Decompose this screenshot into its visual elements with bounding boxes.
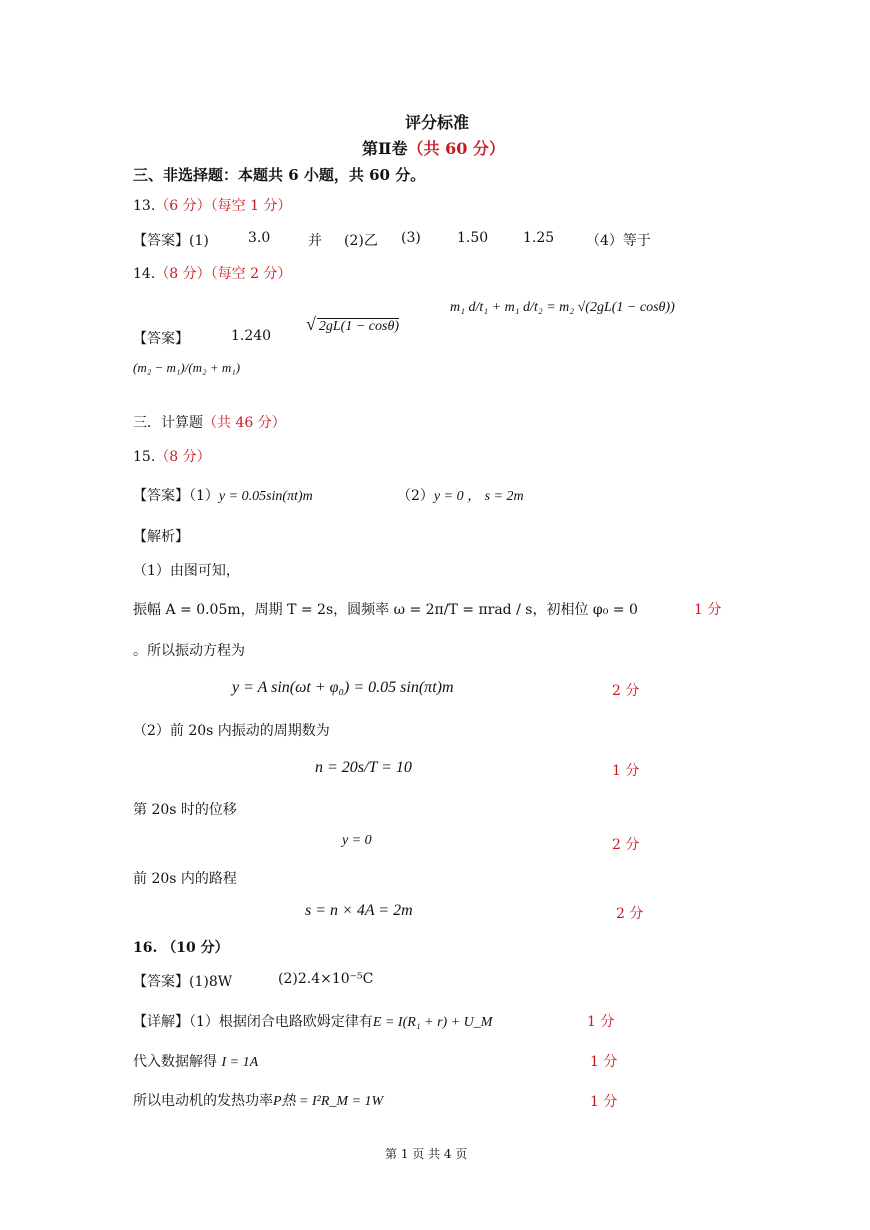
q14-answer-1: 1.240: [231, 328, 272, 344]
q16-line-3-text: 所以电动机的发热功率: [133, 1093, 273, 1109]
q16-line-3-equation: P热 = I²R_M = 1W: [273, 1094, 384, 1109]
q15-step-1: （1）由图可知，: [133, 563, 240, 579]
q16-line-2: [133, 1051, 258, 1071]
page-title: 评分标准: [405, 113, 470, 132]
section-name: 第Ⅱ卷: [362, 139, 408, 158]
q16-score-2: 1 分: [590, 1054, 618, 1070]
q15-equation-4: s = n × 4A = 2m: [305, 902, 413, 919]
q14-heading: [133, 263, 291, 283]
q15-path-label: 前 20s 内的路程: [133, 871, 237, 887]
q16-line-2-equation: I = 1A: [221, 1055, 259, 1070]
q13-answer-3: (2)乙: [344, 233, 378, 249]
q15-heading: [133, 446, 211, 466]
q15-score-3: 1 分: [612, 763, 640, 779]
q16-score-1: 1 分: [587, 1014, 615, 1030]
q15-answer-label: 【答案】（1）: [133, 488, 219, 504]
q13-points: （6 分）（每空 1 分）: [155, 198, 292, 214]
calc-heading-points: （共 46 分）: [203, 415, 286, 431]
q16-answer-2: (2)2.4×10⁻⁵C: [278, 971, 374, 987]
q15-equation-3: y = 0: [342, 833, 372, 848]
q15-displacement-label: 第 20s 时的位移: [133, 802, 237, 818]
q15-step-2: （2）前 20s 内振动的周期数为: [133, 723, 330, 739]
q15-score-1: 1 分: [694, 602, 722, 618]
q16-heading: 16. （10 分）: [133, 940, 229, 956]
q15-so-line: 。所以振动方程为: [133, 643, 245, 659]
q16-detail-label: 【详解】（1）根据闭合电路欧姆定律有: [133, 1014, 373, 1030]
part3-heading: 三、非选择题：本题共 6 小题，共 60 分。: [133, 166, 426, 184]
q13-answer-1: 3.0: [248, 230, 271, 246]
q13-answer-7: （4）等于: [586, 233, 651, 249]
q15-score-2: 2 分: [612, 683, 640, 699]
q16-answer: 【答案】(1)8W: [133, 974, 233, 990]
q13-answer-2: 并: [308, 233, 322, 249]
q14-points: （8 分）（每空 2 分）: [155, 266, 292, 282]
q15-answer-line: [133, 485, 313, 505]
q16-score-3: 1 分: [590, 1094, 618, 1110]
q15-score-4: 2 分: [612, 837, 640, 853]
q15-answer-1: y = 0.05sin(πt)m: [218, 489, 313, 504]
q15-answer-2-label: （2）: [397, 488, 434, 504]
q15-answer-2: y = 0 ， s = 2m: [433, 489, 524, 504]
q15-answer-2-line: [397, 485, 524, 505]
q16-detail-equation: E = I(R₁ + r) + U_M: [372, 1015, 493, 1030]
q13-heading: [133, 195, 291, 215]
q15-equation-1: y = A sin(ωt + φ₀) = 0.05 sin(πt)m: [232, 679, 454, 696]
section-points: （共 60 分）: [407, 139, 505, 158]
q15-points: （8 分）: [155, 449, 211, 465]
q16-detail-line: [133, 1011, 492, 1031]
q15-equation-2: n = 20s/T = 10: [315, 759, 412, 776]
q15-analysis-label: 【解析】: [133, 529, 189, 545]
page-footer: 第 1 页 共 4 页: [385, 1147, 468, 1161]
q14-number: 14.: [133, 266, 156, 282]
q16-line-3: [133, 1090, 383, 1110]
q16-line-2-text: 代入数据解得: [133, 1054, 217, 1070]
q13-answer-4: (3): [401, 230, 421, 246]
q14-answer-label: 【答案】: [133, 331, 189, 347]
calc-heading-text: 三．计算题: [133, 415, 203, 431]
q14-sqrt-expression: √ 2gL(1 − cosθ): [306, 314, 399, 334]
section-title: [362, 136, 505, 159]
q13-answer-5: 1.50: [457, 230, 489, 246]
q15-score-5: 2 分: [616, 906, 644, 922]
q15-amplitude-line: 振幅 A = 0.05m，周期 T = 2s，圆频率 ω = 2π/T = πrad / s，初相位 φ₀ = 0: [133, 602, 638, 618]
q13-answer-label: 【答案】(1): [133, 233, 209, 249]
q15-number: 15.: [133, 449, 156, 465]
calc-heading: [133, 412, 286, 432]
q13-answer-6: 1.25: [523, 230, 555, 246]
q13-number: 13.: [133, 198, 156, 214]
q14-ratio: (m₂ − m₁)/(m₂ + m₁): [133, 360, 241, 375]
q14-momentum-equation: m₁ d/t₁ + m₁ d/t₂ = m₂ √(2gL(1 − cosθ)): [450, 300, 675, 315]
